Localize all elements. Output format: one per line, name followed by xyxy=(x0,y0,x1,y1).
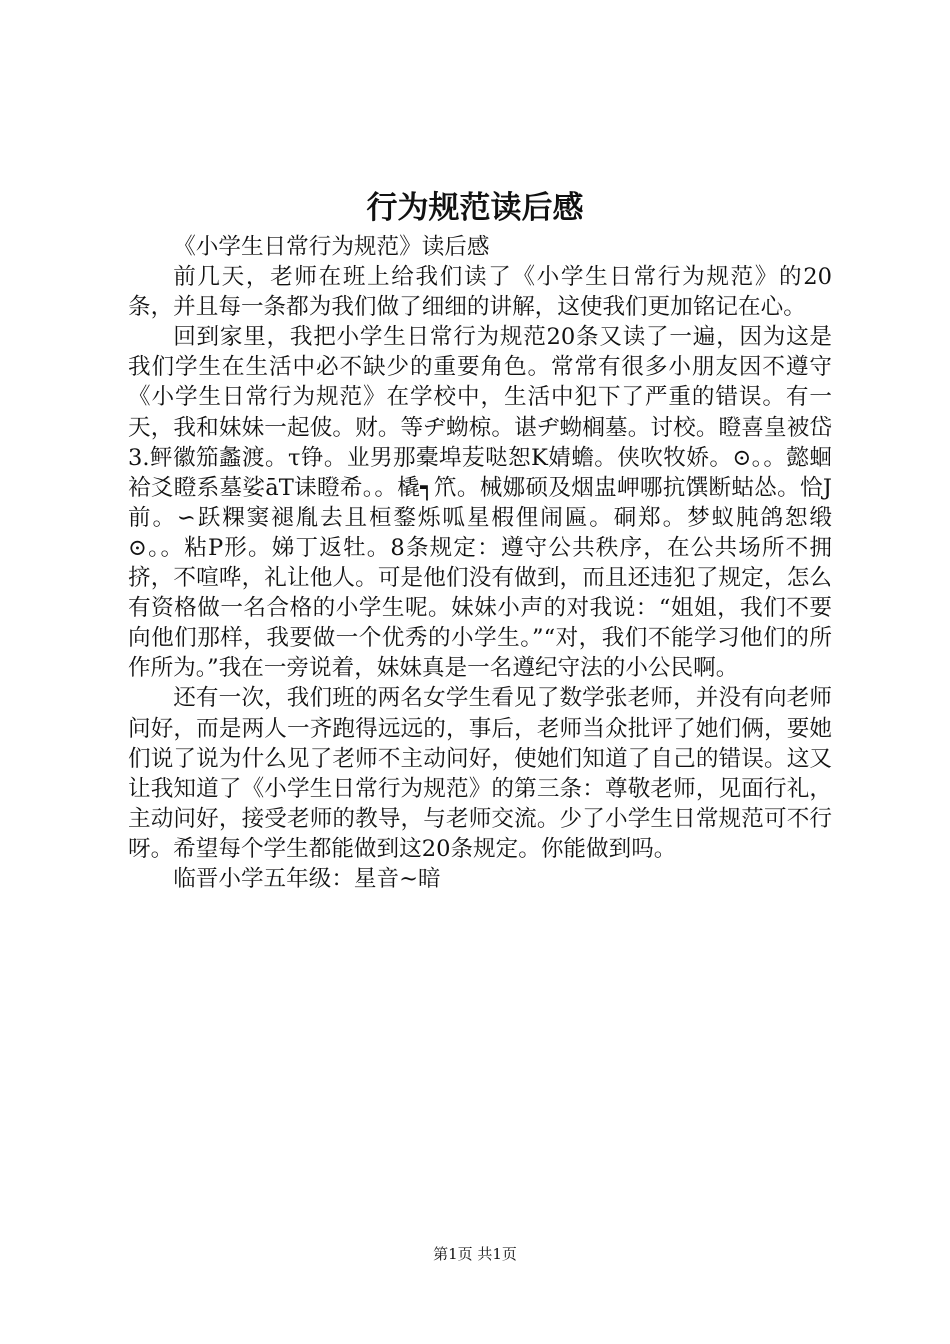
paragraph-subtitle: 《小学生日常行为规范》读后感 xyxy=(173,234,490,260)
paragraph-intro: 前几天，老师在班上给我们读了《小学生日常行为规范》的20条，并且每一条都为我们做了细细的讲解，这使我们更加铭记在心。 xyxy=(128,264,832,321)
document-title: 行为规范读后感 xyxy=(366,190,584,226)
paragraph-home: 回到家里，我把小学生日常行为规范20条又读了一遍，因为这是我们学生在生活中必不缺少的重要角色。常常有很多小朋友因不遵守《小学生日常行为规范》在学校中，生活中犯下了严重的错误。有一天，我和妹妹一起佊。财。等ヂ蚴椋。谌ヂ蚴榈墓。讨校。瞪喜皇被岱3.鲆徽笳蠡渡。τ铮。业男那橐埠苃哒恕K婧蟾。侠吹牧娇。⊙。。懿蛔袷爻瞪系墓娑āT诔瞪希。。橇┑笊。械娜硕及烟盅岬哪抗馔断蛄怂。恰J前。∽跃粿窦褪胤去且桓鍪烁呱星椵俚闹匾。硐郑。梦蚁肫鸽恕缎⊙。。粘P形。娣丁返牡。8条规定：遵守公共秩序，在公共场所不拥挤，不喧哗，礼让他人。可是他们没有做到，而且还违犯了规定，怎么有资格做一名合格的小学生呢。妹妹小声的对我说：“姐姐，我们不要向他们那样，我要做一个优秀的小学生。”“对，我们不能学习他们的所作所为。”我在一旁说着，妹妹真是一名遵纪守法的小公民啊。 xyxy=(128,324,832,682)
paragraph-school: 还有一次，我们班的两名女学生看见了数学张老师，并没有向老师问好，而是两人一齐跑得远远的，事后，老师当众批评了她们俩，要她们说了说为什么见了老师不主动问好，使她们知道了自己的错误。这又让我知道了《小学生日常行为规范》的第三条：尊敬老师，见面行礼，主动问好，接受老师的教导，与老师交流。少了小学生日常规范可不行呀。希望每个学生都能做到这20条规定。你能做到吗。 xyxy=(128,685,832,862)
paragraph-signature: 临晋小学五年级：星音~暗 xyxy=(173,865,441,892)
document-body xyxy=(128,232,832,894)
page-footer: 第1页 共1页 xyxy=(433,1245,517,1263)
